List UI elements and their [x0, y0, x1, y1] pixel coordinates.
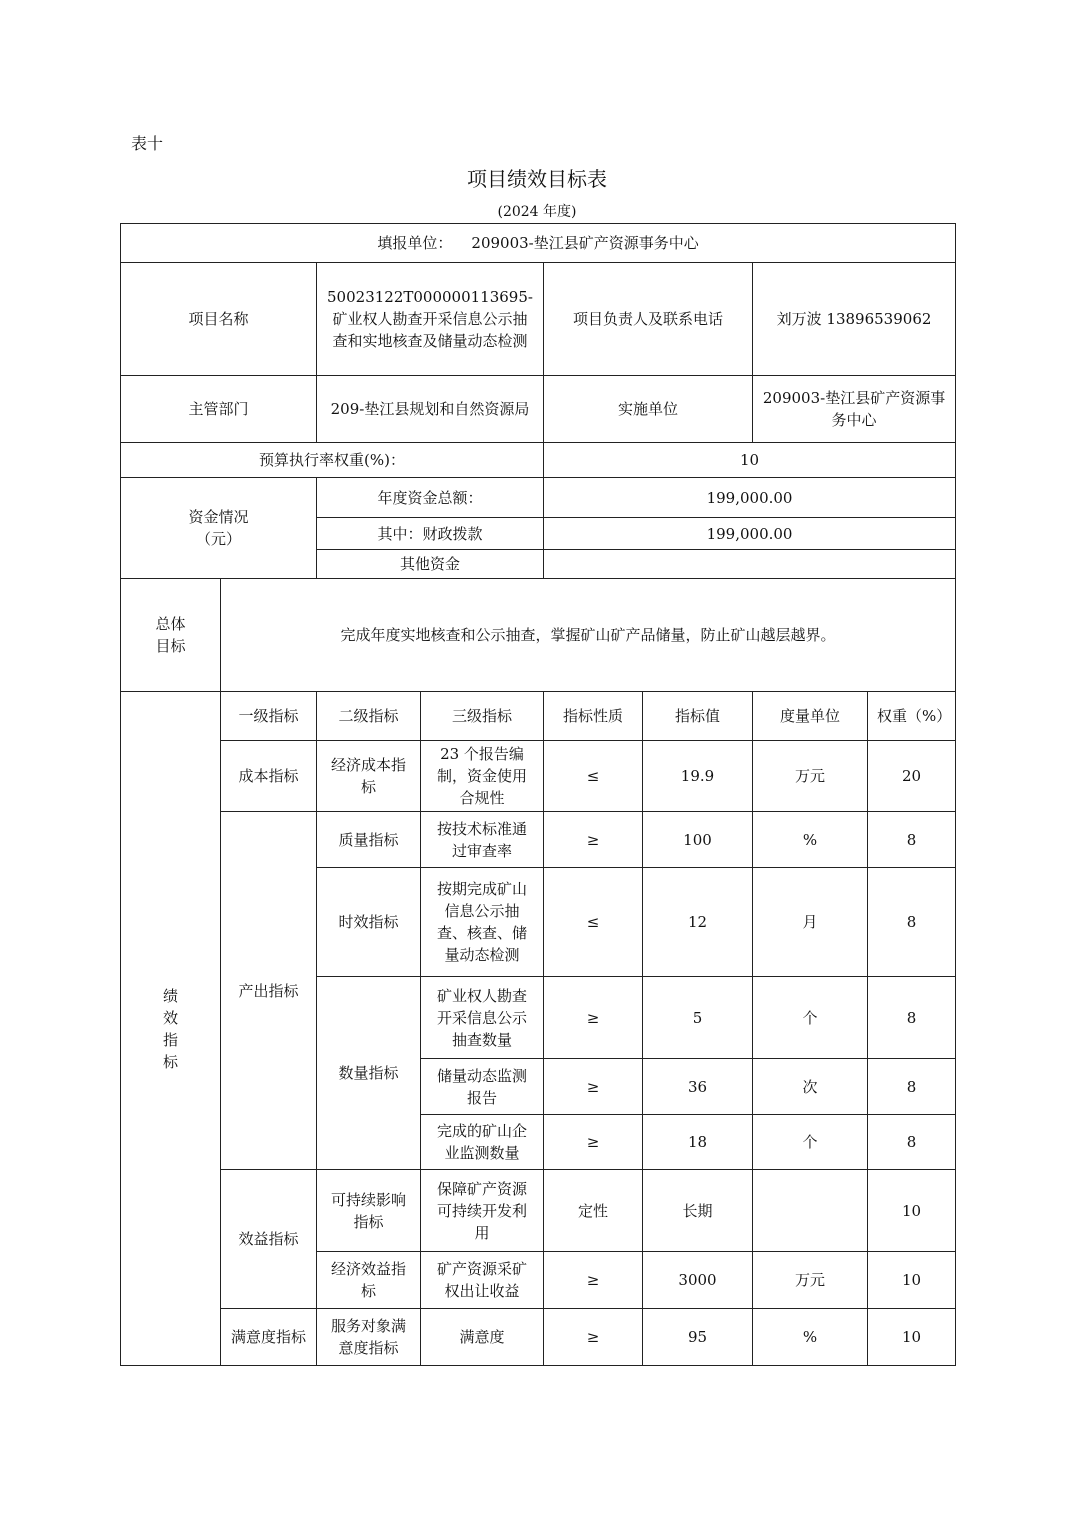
overall-goal-text: 完成年度实地核查和公示抽查，掌握矿山矿产品储量，防止矿山越层越界。	[221, 579, 956, 692]
performance-indicator-label	[121, 692, 221, 1366]
funds-total-value: 199,000.00	[544, 478, 956, 518]
funds-total-row	[121, 478, 956, 518]
reporting-unit-row	[121, 224, 956, 263]
indicator-value: 36	[643, 1059, 753, 1115]
header-value: 指标值	[643, 692, 753, 741]
indicator-value: 19.9	[643, 741, 753, 812]
indicator-weight: 8	[868, 1115, 956, 1170]
overall-goal-label-line2: 目标	[155, 637, 186, 655]
funds-label	[121, 478, 317, 579]
indicator-nature: ≥	[544, 1115, 643, 1170]
indicator-value: 18	[643, 1115, 753, 1170]
indicator-nature: ≥	[544, 977, 643, 1059]
indicator-value: 3000	[643, 1252, 753, 1309]
document-year: (2024 年度)	[497, 204, 577, 220]
implementing-unit-label: 实施单位	[544, 376, 753, 443]
project-contact-label: 项目负责人及联系电话	[544, 263, 753, 376]
funds-label-line2: （元）	[195, 530, 241, 548]
indicator-unit: 万元	[753, 741, 868, 812]
indicator-weight: 8	[868, 1059, 956, 1115]
level3-indicator: 23 个报告编制，资金使用合规性	[421, 741, 544, 812]
indicator-weight: 8	[868, 812, 956, 868]
budget-weight-label: 预算执行率权重(%)：	[121, 443, 544, 478]
department-value: 209-垫江县规划和自然资源局	[317, 376, 544, 443]
level1-output: 产出指标	[221, 812, 317, 1170]
project-name-value: 50023122T000000113695-矿业权人勘查开采信息公示抽查和实地核查及储量动态检测	[317, 263, 544, 376]
project-contact-value: 刘万波 13896539062	[753, 263, 956, 376]
level3-indicator: 矿业权人勘查开采信息公示抽查数量	[421, 977, 544, 1059]
level3-indicator: 满意度	[421, 1309, 544, 1366]
overall-goal-row	[121, 579, 956, 692]
budget-weight-row	[121, 443, 956, 478]
header-unit: 度量单位	[753, 692, 868, 741]
indicator-weight: 8	[868, 977, 956, 1059]
indicator-value: 5	[643, 977, 753, 1059]
project-name-label: 项目名称	[121, 263, 317, 376]
indicator-unit: 月	[753, 868, 868, 977]
level2-service-satisfaction: 服务对象满意度指标	[317, 1309, 421, 1366]
reporting-unit-value: 209003-垫江县矿产资源事务中心	[471, 234, 699, 252]
performance-label-char: 标	[162, 1052, 178, 1071]
budget-weight-value: 10	[544, 443, 956, 478]
performance-label-char: 绩	[162, 986, 178, 1005]
reporting-unit-cell	[121, 224, 956, 263]
level1-benefit: 效益指标	[221, 1170, 317, 1309]
overall-goal-label-line1: 总体	[155, 615, 186, 633]
indicator-unit: 个	[753, 977, 868, 1059]
indicator-header-row	[121, 692, 956, 741]
header-weight: 权重（%）	[868, 692, 956, 741]
funds-fiscal-label: 其中：财政拨款	[317, 518, 544, 550]
funds-label-line1: 资金情况	[188, 508, 249, 526]
indicator-nature: ≤	[544, 741, 643, 812]
header-level1: 一级指标	[221, 692, 317, 741]
header-level3: 三级指标	[421, 692, 544, 741]
header-nature: 指标性质	[544, 692, 643, 741]
indicator-unit: %	[753, 812, 868, 868]
level3-indicator: 按期完成矿山信息公示抽查、核查、储量动态检测	[421, 868, 544, 977]
level3-indicator: 完成的矿山企业监测数量	[421, 1115, 544, 1170]
level2-economic-cost: 经济成本指标	[317, 741, 421, 812]
reporting-unit-label: 填报单位：	[377, 234, 453, 252]
level3-indicator: 保障矿产资源可持续开发利用	[421, 1170, 544, 1252]
funds-fiscal-value: 199,000.00	[544, 518, 956, 550]
department-row	[121, 376, 956, 443]
table-row	[121, 812, 956, 868]
project-name-row	[121, 263, 956, 376]
indicator-unit: 个	[753, 1115, 868, 1170]
funds-other-value	[544, 550, 956, 579]
indicator-unit: 万元	[753, 1252, 868, 1309]
level3-indicator: 储量动态监测报告	[421, 1059, 544, 1115]
indicator-nature: ≥	[544, 1309, 643, 1366]
level1-satisfaction: 满意度指标	[221, 1309, 317, 1366]
performance-target-table	[120, 223, 956, 1366]
indicator-weight: 10	[868, 1309, 956, 1366]
indicator-nature: 定性	[544, 1170, 643, 1252]
indicator-weight: 20	[868, 741, 956, 812]
table-row	[121, 1170, 956, 1252]
indicator-value: 95	[643, 1309, 753, 1366]
indicator-value: 100	[643, 812, 753, 868]
indicator-value: 长期	[643, 1170, 753, 1252]
level2-economic-benefit: 经济效益指标	[317, 1252, 421, 1309]
level2-sustainable: 可持续影响指标	[317, 1170, 421, 1252]
implementing-unit-value: 209003-垫江县矿产资源事务中心	[753, 376, 956, 443]
level2-quantity: 数量指标	[317, 977, 421, 1170]
indicator-unit	[753, 1170, 868, 1252]
indicator-unit: %	[753, 1309, 868, 1366]
indicator-value: 12	[643, 868, 753, 977]
header-level2: 二级指标	[317, 692, 421, 741]
level3-indicator: 矿产资源采矿权出让收益	[421, 1252, 544, 1309]
table-row	[121, 1309, 956, 1366]
overall-goal-label	[121, 579, 221, 692]
indicator-nature: ≥	[544, 812, 643, 868]
performance-label-char: 效	[162, 1008, 178, 1027]
table-number-label: 表十	[131, 134, 164, 153]
funds-total-label: 年度资金总额：	[317, 478, 544, 518]
level2-timeliness: 时效指标	[317, 868, 421, 977]
document-title: 项目绩效目标表	[467, 167, 607, 191]
performance-label-char: 指	[162, 1030, 178, 1049]
level1-cost: 成本指标	[221, 741, 317, 812]
level3-indicator: 按技术标准通过审查率	[421, 812, 544, 868]
funds-other-label: 其他资金	[317, 550, 544, 579]
table-row	[121, 741, 956, 812]
indicator-unit: 次	[753, 1059, 868, 1115]
indicator-nature: ≥	[544, 1252, 643, 1309]
department-label: 主管部门	[121, 376, 317, 443]
level2-quality: 质量指标	[317, 812, 421, 868]
indicator-weight: 8	[868, 868, 956, 977]
indicator-nature: ≥	[544, 1059, 643, 1115]
indicator-nature: ≤	[544, 868, 643, 977]
indicator-weight: 10	[868, 1170, 956, 1252]
indicator-weight: 10	[868, 1252, 956, 1309]
